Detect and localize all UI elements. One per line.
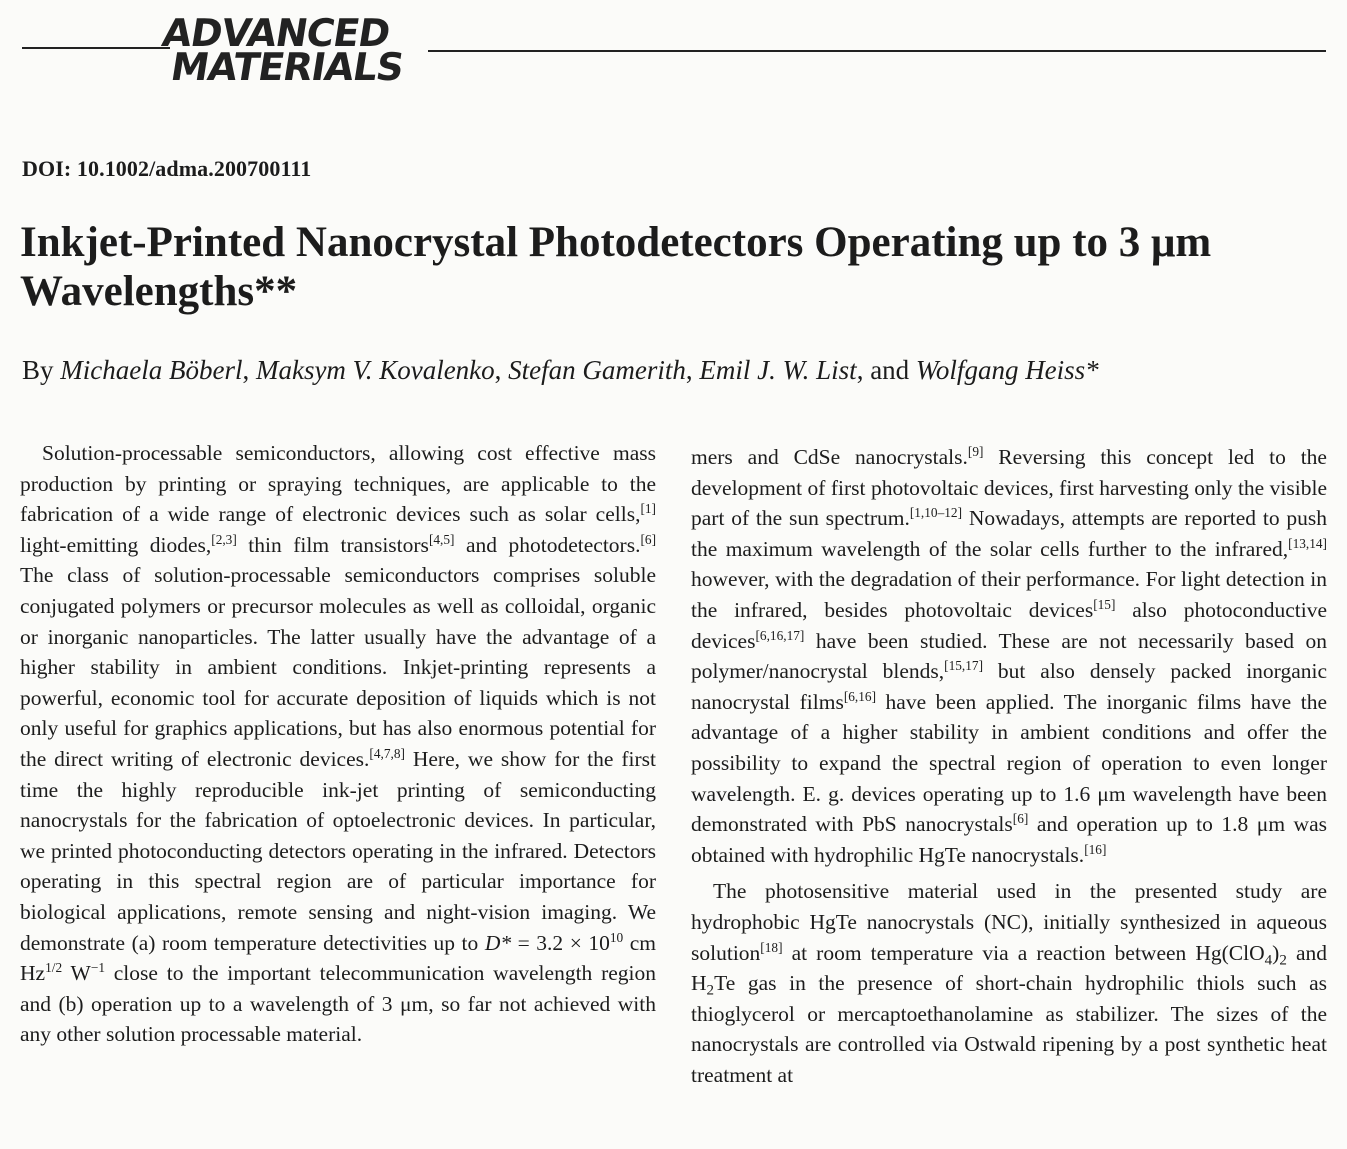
author-2: Maksym V. Kovalenko <box>255 355 495 385</box>
right-paragraph-2: The photosensitive material used in the presented study are hydrophobic HgTe nanocrystals (NC), initially synthesized in aqueous solution[18] at room temperature via a reaction between $Hg(ClO_4)_2$ and $H_2Te$ gas in the presence of short-chain hydrophilic thiols such as thioglycerol or mercaptoethanolamine as stabilizer. The sizes of the nanocrystals are controlled via Ostwald ripening by a post synthetic heat treatment at <box>691 879 1327 1087</box>
left-column <box>20 438 656 1050</box>
ref: [1,10–12] <box>909 505 963 521</box>
author-prefix: By <box>22 355 54 385</box>
ref: [6,16,17] <box>755 627 805 643</box>
right-column <box>691 442 1327 1090</box>
article-title: Inkjet-Printed Nanocrystal Photodetectors Operating up to 3 μm Wavelengths** <box>20 219 1212 315</box>
ref: [16] <box>1084 841 1107 857</box>
author-1: Michaela Böberl <box>60 355 243 385</box>
ref: [1] <box>640 501 656 517</box>
detectivity-symbol: D* <box>484 930 512 955</box>
ref: [13,14] <box>1288 535 1327 551</box>
ref: [4,7,8] <box>369 745 405 761</box>
journal-masthead <box>0 0 1347 100</box>
ref: [15,17] <box>944 658 984 674</box>
doi: DOI: 10.1002/adma.200700111 <box>22 156 312 181</box>
ref: [18] <box>760 939 783 955</box>
logo-line-2: MATERIALS <box>167 45 407 89</box>
author-5: Wolfgang Heiss* <box>915 355 1099 385</box>
masthead-rule-left <box>22 47 170 49</box>
author-conjunction: and <box>870 355 910 385</box>
ref: [6] <box>640 531 657 547</box>
ref: [6] <box>1012 811 1029 827</box>
ref: [2,3] <box>211 531 237 547</box>
logo-line-1: ADVANCED <box>159 11 393 55</box>
ref: [9] <box>967 444 984 460</box>
journal-logo <box>155 11 411 89</box>
right-paragraph-1: mers and CdSe nanocrystals.[9] Reversing this concept led to the development of first photovoltaic devices, first harvesting only the visible part of the sun spectrum.[1,10–12] Nowadays, attempts are reported to push the maximum wavelength of the solar cells further to the infrared,[13,14] however, with the degradation of their performance. For light detection in the infrared, besides photovoltaic devices[15] also photoconductive devices[6,16,17] have been studied. These are not necessarily based on polymer/nanocrystal blends,[15,17] but also densely packed inorganic nanocrystal films[6,16] have been applied. The inorganic films have the advantage of a higher stability in ambient conditions and offer the possibility to expand the spectral region of operation to even longer wavelength. E. g. devices operating up to 1.6 μm wavelength have been demonstrated with PbS nanocrystals[6] and operation up to 1.8 μm was obtained with hydrophilic HgTe nanocrystals.[16] <box>691 444 1327 867</box>
author-line: By Michaela Böberl, Maksym V. Kovalenko, Stefan Gamerith, Emil J. W. List, and Wolfgang Heiss* <box>22 355 1099 385</box>
ref: [15] <box>1093 596 1116 612</box>
ref: [6,16] <box>843 688 877 704</box>
left-paragraph: Solution-processable semiconductors, allowing cost effective mass production by printing or spraying techniques, are applicable to the fabrication of a wide range of electronic devices such as solar cells,[1] light-emitting diodes,[2,3] thin film transistors[4,5] and photodetectors.[6] The class of solution-processable semiconductors comprises soluble conjugated polymers or precursor molecules as well as colloidal, organic or inorganic nanoparticles. The latter usually have the advantage of a higher stability in ambient conditions. Inkjet-printing represents a powerful, economic tool for accurate deposition of liquids which is not only useful for graphics applications, but has also enormous potential for the direct writing of electronic devices.[4,7,8] Here, we show for the first time the highly reproducible ink-jet printing of semiconducting nanocrystals for the fabrication of optoelectronic devices. In particular, we printed photoconducting detectors operating in the infrared. Detectors operating in this spectral region are of particular importance for biological applications, remote sensing and night-vision imaging. We demonstrate (a) room temperature detectivities up to $D* = 3.2 \times 10^{10}$ cm $Hz^{1/2}$ $W^{-1}$ close to the important telecommunication wavelength region and (b) operation up to a wavelength of 3 μm, so far not achieved with any other solution processable material. <box>20 441 657 1047</box>
author-3: Stefan Gamerith <box>508 355 686 385</box>
author-4: Emil J. W. List <box>699 355 857 385</box>
masthead-rule-right <box>428 50 1326 52</box>
ref: [4,5] <box>428 531 455 547</box>
